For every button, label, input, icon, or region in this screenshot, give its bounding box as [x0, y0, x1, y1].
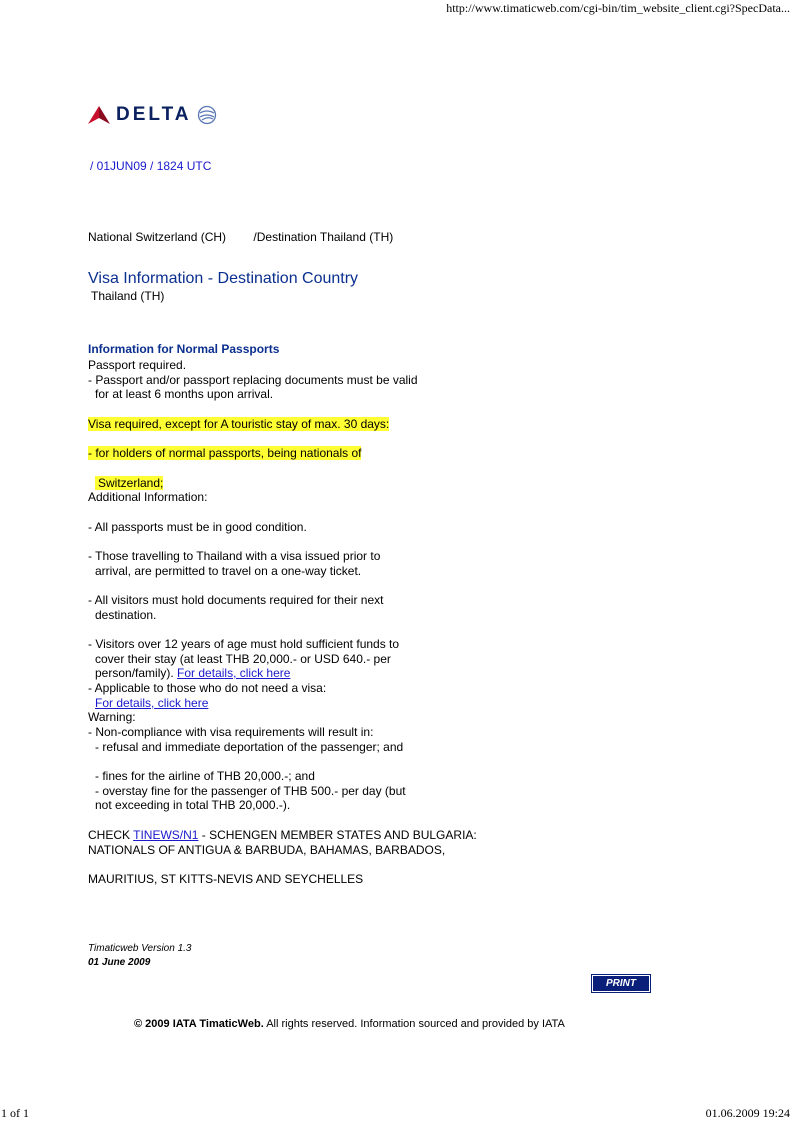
destination: /Destination Thailand (TH) [253, 230, 394, 244]
additional-info-label: Additional Information: [88, 490, 208, 504]
overstay-line-2: not exceeding in total THB 20,000.-). [95, 798, 291, 812]
delta-widget-icon [88, 106, 110, 124]
check-line-3: MAURITIUS, ST KITTS-NEVIS AND SEYCHELLES [88, 872, 364, 886]
good-condition-line: - All passports must be in good condition. [88, 520, 307, 534]
check-prefix: CHECK [88, 828, 134, 842]
check-text: - SCHENGEN MEMBER STATES AND BULGARIA: [198, 828, 477, 842]
globe-icon [197, 105, 217, 125]
funds-text: person/family). [95, 666, 174, 680]
print-footer-page: 1 of 1 [1, 1106, 29, 1120]
check-line [88, 828, 477, 842]
nationality: National Switzerland (CH) [88, 230, 227, 244]
tinews-link[interactable]: TINEWS/N1 [133, 828, 199, 842]
nationals-line [95, 476, 163, 490]
noncompliance-line: - Non-compliance with visa requirements will result in: [88, 725, 374, 739]
passport-validity-line-1: - Passport and/or passport replacing documents must be valid [88, 373, 418, 387]
applicable-line: - Applicable to those who do not need a visa: [88, 681, 327, 695]
airline-fines-line: - fines for the airline of THB 20,000.-; and [95, 769, 315, 783]
print-button[interactable]: PRINT [592, 975, 650, 992]
brand-wordmark: DELTA [116, 104, 192, 125]
holders-highlight: - for holders of normal passports, being nationals of [88, 446, 362, 460]
warning-label: Warning: [88, 710, 136, 724]
holders-line [88, 446, 361, 460]
check-line-2: NATIONALS OF ANTIGUA & BARBUDA, BAHAMAS, BARBADOS, [88, 843, 446, 857]
refusal-line: - refusal and immediate deportation of the passenger; and [95, 740, 404, 754]
next-destination-line-1: - All visitors must hold documents required for their next [88, 593, 384, 607]
section-heading: Information for Normal Passports [88, 342, 280, 356]
nationals-highlight: Switzerland; [95, 476, 163, 490]
applicable-link-line [95, 696, 208, 710]
passport-required: Passport required. [88, 358, 187, 372]
next-destination-line-2: destination. [95, 608, 157, 622]
funds-line-3 [95, 666, 290, 680]
version-label: Timaticweb Version 1.3 [88, 943, 192, 954]
funds-line-1: - Visitors over 12 years of age must hold sufficient funds to [88, 637, 400, 651]
print-footer-timestamp: 01.06.2009 19:24 [705, 1106, 790, 1120]
nationality-destination-line [88, 230, 393, 244]
funds-line-2: cover their stay (at least THB 20,000.- or USD 640.- per [95, 652, 391, 666]
print-header-url: http://www.timaticweb.com/cgi-bin/tim_website_client.cgi?SpecData... [446, 1, 790, 15]
copyright-rest: All rights reserved. Information sourced and provided by IATA [266, 1018, 565, 1030]
overstay-line-1: - overstay fine for the passenger of THB 500.- per day (but [95, 784, 406, 798]
destination-country: Thailand (TH) [91, 289, 165, 303]
page-title: Visa Information - Destination Country [88, 270, 359, 287]
copyright-bold: © 2009 IATA TimaticWeb. [134, 1018, 264, 1030]
funds-details-link[interactable]: For details, click here [177, 666, 291, 680]
visa-required-highlight: Visa required, except for A touristic stay of max. 30 days: [88, 417, 390, 431]
delta-logo [88, 104, 217, 126]
visa-required-line [88, 417, 389, 431]
passport-validity-line-2: for at least 6 months upon arrival. [95, 387, 274, 401]
one-way-line-1: - Those travelling to Thailand with a visa issued prior to [88, 549, 381, 563]
copyright-line [134, 1018, 565, 1030]
one-way-line-2: arrival, are permitted to travel on a one-way ticket. [95, 564, 362, 578]
applicable-details-link[interactable]: For details, click here [95, 696, 209, 710]
timestamp-line: / 01JUN09 / 1824 UTC [90, 159, 212, 173]
version-date: 01 June 2009 [88, 957, 151, 968]
